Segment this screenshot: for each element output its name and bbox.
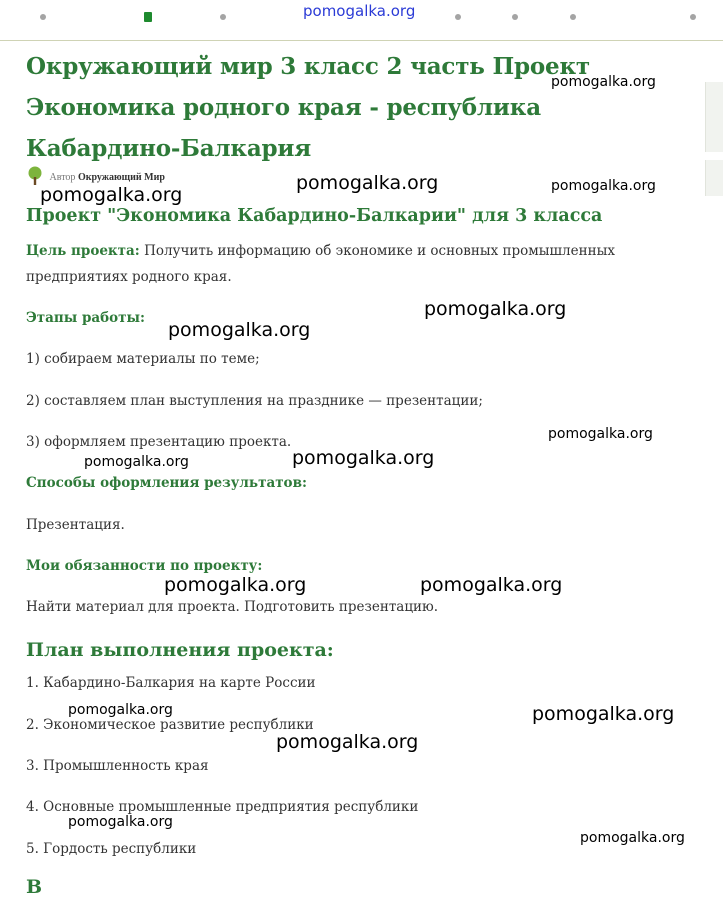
plan-item-4: 4. Основные промышленные предприятия республики (26, 799, 419, 815)
toolbar-dot-icon (570, 14, 576, 20)
plan-heading-block (26, 639, 676, 661)
watermark: pomogalka.org (292, 447, 435, 469)
duties-text-block (26, 594, 676, 620)
plan-item-5: 5. Гордость республики (26, 841, 197, 857)
toolbar-dot-icon (220, 14, 226, 20)
author-prefix: Автор (49, 171, 76, 183)
watermark: pomogalka.org (40, 184, 183, 206)
project-heading: Проект "Экономика Кабардино-Балкарии" для 3 класса (26, 206, 603, 226)
top-bar (0, 0, 723, 41)
goal-text: Получить информацию об экономике и основных промышленных предприятиях родного края. (26, 243, 615, 285)
duties-label: Мои обязанности по проекту: (26, 558, 263, 574)
watermark: pomogalka.org (551, 74, 656, 90)
watermark: pomogalka.org (68, 814, 173, 830)
green-bookmark-icon[interactable] (144, 12, 152, 22)
results-label-block (26, 470, 676, 496)
watermark: pomogalka.org (276, 731, 419, 753)
watermark: pomogalka.org (296, 172, 439, 194)
goal-label: Цель проекта: (26, 243, 140, 259)
watermark: pomogalka.org (532, 703, 675, 725)
plan-item (26, 836, 676, 862)
stages-label: Этапы работы: (26, 310, 146, 326)
results-text-block (26, 512, 676, 538)
stage-item (26, 388, 676, 414)
duties-label-block (26, 553, 676, 579)
author-name[interactable]: Окружающий Мир (77, 171, 165, 183)
stage-item-2: 2) составляем план выступления на празднике — презентации; (26, 393, 483, 409)
toolbar-dot-icon (455, 14, 461, 20)
duties-text: Найти материал для проекта. Подготовить презентацию. (26, 599, 439, 615)
watermark: pomogalka.org (548, 426, 653, 442)
watermark: pomogalka.org (84, 454, 189, 470)
watermark: pomogalka.org (168, 319, 311, 341)
stage-item-1: 1) собираем материалы по теме; (26, 351, 260, 367)
watermark: pomogalka.org (420, 574, 563, 596)
sidebar-edge (705, 82, 723, 152)
goal-block (26, 238, 676, 290)
site-logo-link[interactable]: pomogalka.org (303, 2, 416, 20)
sidebar-edge (705, 160, 723, 196)
watermark: pomogalka.org (164, 574, 307, 596)
stage-item-3: 3) оформляем презентацию проекта. (26, 434, 292, 450)
toolbar-dot-icon (40, 14, 46, 20)
results-text: Презентация. (26, 517, 125, 533)
plan-item-1: 1. Кабардино-Балкария на карте России (26, 675, 316, 691)
plan-heading: План выполнения проекта: (26, 639, 334, 661)
toolbar-dot-icon (512, 14, 518, 20)
watermark: pomogalka.org (580, 830, 685, 846)
page-title: Окружающий мир 3 класс 2 часть Проект Экономика родного края - республика Кабардино-Балкария (26, 53, 590, 162)
article-header (26, 46, 676, 169)
results-label: Способы оформления результатов: (26, 475, 307, 491)
plan-item (26, 753, 676, 779)
stage-item (26, 346, 676, 372)
stages-label-block (26, 305, 676, 331)
watermark: pomogalka.org (551, 178, 656, 194)
plan-item-2: 2. Экономическое развитие республики (26, 717, 314, 733)
next-heading-cutoff: В (26, 876, 43, 898)
toolbar-dot-icon (690, 14, 696, 20)
project-heading-block (26, 206, 676, 226)
plan-item-3: 3. Промышленность края (26, 758, 209, 774)
watermark: pomogalka.org (424, 298, 567, 320)
plan-item (26, 670, 676, 696)
watermark: pomogalka.org (68, 702, 173, 718)
